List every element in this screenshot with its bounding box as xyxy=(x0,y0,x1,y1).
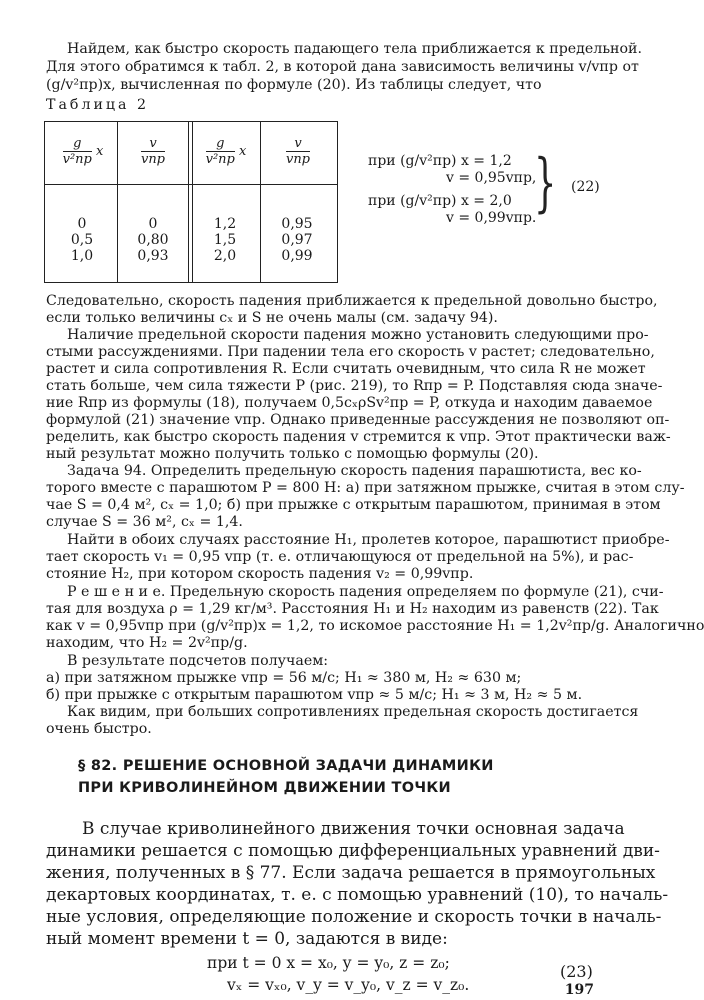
intro-line-1: Найдем, как быстро скорость падающего тела приближается к предельной. xyxy=(67,41,643,57)
eq22-line-3: при (g/v²пр) x = 2,0 xyxy=(368,193,512,209)
main-line: декартовых координатах, т. е. с помощью уравнений (10), то началь- xyxy=(46,885,669,905)
table-cell: 0 xyxy=(77,216,87,232)
table-col-2 xyxy=(131,216,175,264)
body-line: а) при затяжном прыжке vпр = 56 м/с; H₁ ≈ 380 м, H₂ ≈ 630 м; xyxy=(46,670,522,686)
main-line: динамики решается с помощью дифференциальных уравнений дви- xyxy=(46,841,660,861)
table-cell: 2,0 xyxy=(213,248,237,264)
section-heading-line-2: ПРИ КРИВОЛИНЕЙНОМ ДВИЖЕНИИ ТОЧКИ xyxy=(78,780,451,796)
eq22-number: (22) xyxy=(571,179,600,195)
body-line: Как видим, при больших сопротивлениях предельная скорость достигается xyxy=(67,704,639,720)
body-line: стояние H₂, при котором скорость падения v₂ = 0,99vпр. xyxy=(46,566,474,582)
eq22-line-2: v = 0,95vпр, xyxy=(446,170,537,186)
table-cell: 0,93 xyxy=(137,248,169,264)
table-cell: 0,5 xyxy=(70,232,94,248)
table-header-1: $\frac{g}{\text{v²пр}}$ x xyxy=(62,136,104,167)
table-header-2: $\frac{v}{\text{vпр}}$ xyxy=(140,136,166,167)
body-line: растет и сила сопротивления R. Если считать очевидным, что сила R не может xyxy=(46,361,646,377)
body-line: чае S = 0,4 м², cₓ = 1,0; б) при прыжке с открытым парашютом, принимая в этом xyxy=(46,497,661,513)
eq22-line-4: v = 0,99vпр. xyxy=(446,210,537,226)
body-line: б) при прыжке с открытым парашютом vпр ≈ 5 м/с; H₁ ≈ 3 м, H₂ ≈ 5 м. xyxy=(46,687,583,703)
body-line: формулой (21) значение vпр. Однако приведенные рассуждения не позволяют оп- xyxy=(46,412,670,428)
body-line: как v = 0,95vпр при (g/v²пр)x = 1,2, то искомое расстояние H₁ = 1,2v²пр/g. Аналогично xyxy=(46,618,704,634)
eq23-number: (23) xyxy=(560,962,593,981)
table-col-1 xyxy=(65,216,99,264)
table-header-3: $\frac{g}{\text{v²пр}}$ x xyxy=(205,136,247,167)
table-cell: 0,99 xyxy=(281,248,313,264)
table-cell: 0,95 xyxy=(281,216,313,232)
table-cell: 0,97 xyxy=(281,232,313,248)
body-line: Задача 94. Определить предельную скорость падения парашютиста, вес ко- xyxy=(67,463,642,479)
table-cell: 0 xyxy=(148,216,158,232)
eq23-line-2: vₓ = vₓ₀, v_y = v_y₀, v_z = v_z₀. xyxy=(227,976,470,994)
body-line: торого вместе с парашютом P = 800 Н: а) при затяжном прыжке, считая в этом слу- xyxy=(46,480,685,496)
body-line: если только величины cₓ и S не очень малы (см. задачу 94). xyxy=(46,310,498,326)
body-line: тая для воздуха ρ = 1,29 кг/м³. Расстояния H₁ и H₂ находим из равенств (22). Так xyxy=(46,601,659,617)
eq22-line-1: при (g/v²пр) x = 1,2 xyxy=(368,153,512,169)
body-line: тает скорость v₁ = 0,95 vпр (т. е. отличающуюся от предельной на 5%), и рас- xyxy=(46,549,634,565)
table-col-4 xyxy=(271,216,323,264)
body-line: случае S = 36 м², cₓ = 1,4. xyxy=(46,514,243,530)
main-line: В случае криволинейного движения точки основная задача xyxy=(82,819,625,839)
body-line: ный результат можно получить только с помощью формулы (20). xyxy=(46,446,539,462)
main-line: ные условия, определяющие положение и скорость точки в началь- xyxy=(46,907,662,927)
intro-line-2: Для этого обратимся к табл. 2, в которой дана зависимость величины v/vпр от xyxy=(46,59,639,75)
section-heading-line-1: § 82. РЕШЕНИЕ ОСНОВНОЙ ЗАДАЧИ ДИНАМИКИ xyxy=(78,758,494,774)
body-line: стыми рассуждениями. При падении тела его скорость v растет; следовательно, xyxy=(46,344,655,360)
page-number: 197 xyxy=(564,982,594,998)
table-cell: 1,5 xyxy=(213,232,237,248)
table-cell: 1,2 xyxy=(213,216,237,232)
intro-line-3: (g/v²пр)x, вычисленная по формуле (20). Из таблицы следует, что xyxy=(46,77,542,93)
brace-glyph: } xyxy=(534,146,557,220)
table-cell: 1,0 xyxy=(70,248,94,264)
body-line: Следовательно, скорость падения приближается к предельной довольно быстро, xyxy=(46,293,658,309)
body-line: ние Rпр из формулы (18), получаем 0,5cₓρSv²пр = P, откуда и находим даваемое xyxy=(46,395,653,411)
main-line: жения, полученных в § 77. Если задача решается в прямоугольных xyxy=(46,863,656,883)
eq23-line-1: при t = 0 x = x₀, y = y₀, z = z₀; xyxy=(207,954,450,972)
table-col-3 xyxy=(205,216,245,264)
body-line: Наличие предельной скорости падения можно установить следующими про- xyxy=(67,327,649,343)
body-line: Найти в обоих случаях расстояние H₁, пролетев которое, парашютист приобре- xyxy=(67,532,670,548)
body-line: Р е ш е н и е. Предельную скорость падения определяем по формуле (21), счи- xyxy=(67,584,664,600)
body-line: стать больше, чем сила тяжести P (рис. 219), то Rпр = P. Подставляя сюда значе- xyxy=(46,378,663,394)
body-line: очень быстро. xyxy=(46,721,152,737)
table-cell: 0,80 xyxy=(137,232,169,248)
table-caption: Таблица 2 xyxy=(46,97,150,113)
body-line: В результате подсчетов получаем: xyxy=(67,653,329,669)
data-table xyxy=(44,121,338,283)
table-header-4: $\frac{v}{\text{vпр}}$ xyxy=(285,136,311,167)
main-line: ный момент времени t = 0, задаются в виде: xyxy=(46,929,448,949)
body-line: находим, что H₂ = 2v²пр/g. xyxy=(46,635,248,651)
body-line: ределить, как быстро скорость падения v стремится к vпр. Этот практически важ- xyxy=(46,429,671,445)
